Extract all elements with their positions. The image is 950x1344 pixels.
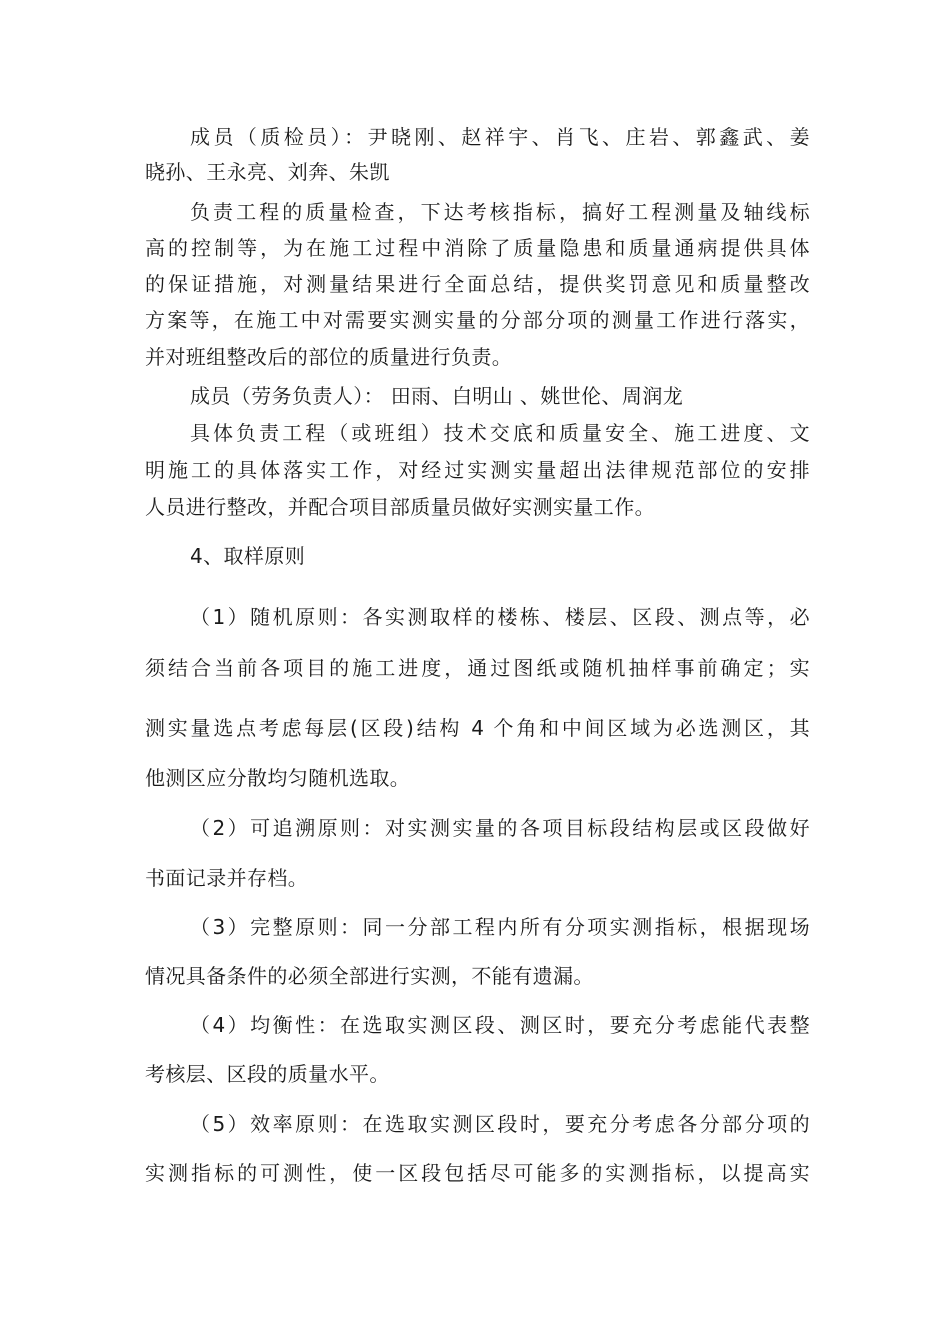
qc-duties-line-1: 负责工程的质量检查，下达考核指标，搞好工程测量及轴线标 bbox=[190, 200, 810, 224]
labor-duties-line-2: 明施工的具体落实工作，对经过实测实量超出法律规范部位的安排 bbox=[145, 458, 810, 482]
principle-2-line-1: （2）可追溯原则：对实测实量的各项目标段结构层或区段做好 bbox=[190, 816, 810, 840]
principle-3-line-2: 情况具备条件的必须全部进行实测，不能有遗漏。 bbox=[145, 964, 594, 988]
principle-1-line-2: 须结合当前各项目的施工进度，通过图纸或随机抽样事前确定；实 bbox=[145, 656, 810, 680]
principle-1-line-1: （1）随机原则：各实测取样的楼栋、楼层、区段、测点等，必 bbox=[190, 605, 810, 629]
principle-1-line-4: 他测区应分散均匀随机选取。 bbox=[145, 766, 411, 790]
labor-duties-line-3: 人员进行整改，并配合项目部质量员做好实测实量工作。 bbox=[145, 495, 655, 519]
principle-4-line-2: 考核层、区段的质量水平。 bbox=[145, 1062, 390, 1086]
labor-duties-line-1: 具体负责工程（或班组）技术交底和质量安全、施工进度、文 bbox=[190, 421, 810, 445]
principle-4-line-1: （4）均衡性：在选取实测区段、测区时，要充分考虑能代表整 bbox=[190, 1013, 810, 1037]
qc-duties-line-3: 的保证措施，对测量结果进行全面总结，提供奖罚意见和质量整改 bbox=[145, 272, 810, 296]
qc-duties-line-2: 高的控制等，为在施工过程中消除了质量隐患和质量通病提供具体 bbox=[145, 236, 810, 260]
section-heading: 4、取样原则 bbox=[190, 544, 306, 568]
qc-duties-line-4: 方案等，在施工中对需要实测实量的分部分项的测量工作进行落实， bbox=[145, 308, 810, 332]
qc-members-line-1: 成员（质检员）：尹晓刚、赵祥宇、肖飞、庄岩、郭鑫武、姜 bbox=[190, 125, 810, 149]
qc-members-line-2: 晓孙、王永亮、刘奔、朱凯 bbox=[145, 160, 390, 184]
qc-duties-line-5: 并对班组整改后的部位的质量进行负责。 bbox=[145, 345, 513, 369]
principle-1-line-3: 测实量选点考虑每层(区段)结构 4 个角和中间区域为必选测区，其 bbox=[145, 716, 810, 740]
principle-3-line-1: （3）完整原则：同一分部工程内所有分项实测指标，根据现场 bbox=[190, 915, 810, 939]
principle-2-line-2: 书面记录并存档。 bbox=[145, 866, 309, 890]
labor-members-line-1: 成员（劳务负责人）： 田雨、白明山 、姚世伦、周润龙 bbox=[190, 384, 684, 408]
principle-5-line-1: （5）效率原则：在选取实测区段时，要充分考虑各分部分项的 bbox=[190, 1112, 810, 1136]
principle-5-line-2: 实测指标的可测性，使一区段包括尽可能多的实测指标，以提高实 bbox=[145, 1161, 810, 1185]
